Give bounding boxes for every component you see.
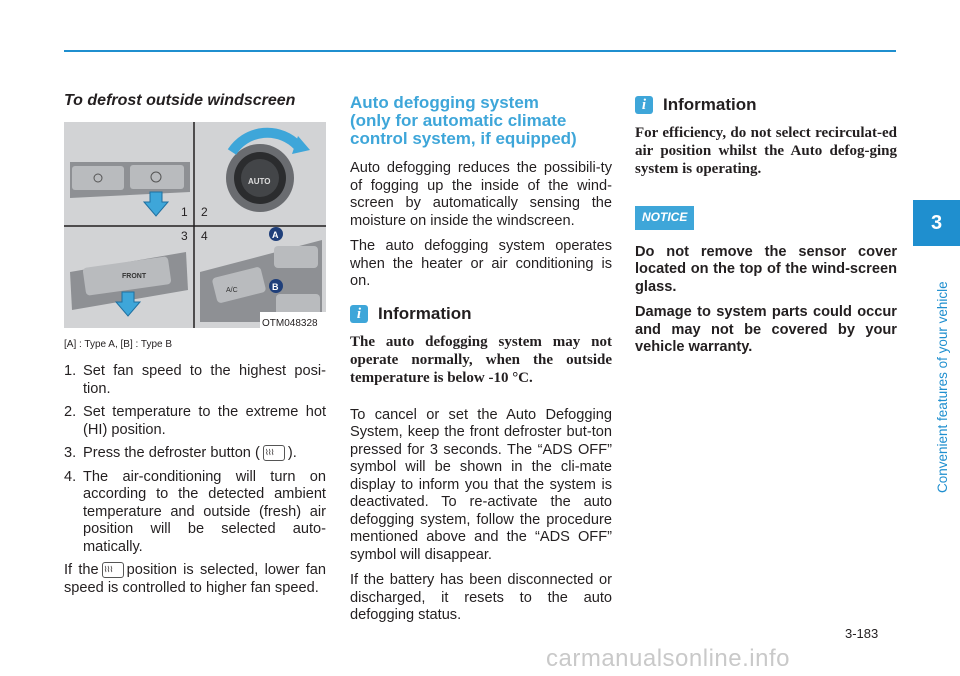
header-rule <box>64 50 896 52</box>
figure-label-1: 1 <box>181 204 188 219</box>
information-heading <box>635 96 897 114</box>
figure-label-4: 4 <box>201 228 208 243</box>
chapter-tab: 3 <box>913 200 960 246</box>
page-number: 3-183 <box>845 626 879 641</box>
step-text-after: ). <box>287 445 297 461</box>
paragraph: The auto defogging system operates when the heater or air conditioning is on. <box>350 238 612 289</box>
information-text: For efficiency, do not select recirculat-ed air position whilst the Auto defog-ging system is operating. <box>635 125 897 177</box>
information-title: Information <box>663 95 757 115</box>
left-column <box>64 92 326 605</box>
climate-panel-illustration <box>64 122 326 328</box>
step-number: 4. <box>64 468 77 485</box>
knob-label: AUTO <box>248 176 271 186</box>
step-item <box>64 445 326 463</box>
step-text: The air-conditioning will turn on according to the detected ambient temperature and outside (fresh) air position will be selected auto-matically. <box>83 468 326 555</box>
figure-caption: [A] : Type A, [B] : Type B <box>64 338 173 350</box>
paragraph: Auto defogging reduces the possibili-ty of fogging up the inside of the wind-screen by automatically sensing the moisture on inside the windscreen. <box>350 160 612 229</box>
ac-button-label: A/C <box>226 286 238 294</box>
watermark: carmanualsonline.info <box>546 645 790 672</box>
note-text-before: If the <box>64 562 99 578</box>
step-text: Set temperature to the extreme hot (HI) position. <box>83 404 326 438</box>
section-heading: To defrost outside windscreen <box>64 92 296 109</box>
defroster-figure <box>64 122 326 328</box>
defrost-note <box>64 562 326 597</box>
step-item <box>64 404 326 439</box>
auto-defog-heading <box>350 94 612 148</box>
paragraph: If the battery has been disconnected or discharged, it resets to the auto defogging status. <box>350 572 612 623</box>
information-text: The auto defogging system may not operate normally, when the outside temperature is below -10 °C. <box>350 333 612 386</box>
right-column <box>635 96 897 365</box>
figure-label-2: 2 <box>201 204 208 219</box>
figure-label-b: B <box>272 281 279 292</box>
note-text-after: position is selected, lower fan speed is controlled to higher fan speed. <box>64 562 326 596</box>
paragraph: To cancel or set the Auto Defogging System, keep the front defroster but-ton pressed for 3 seconds. The “ADS OFF” symbol will be shown in the cli-mate display to inform you that the system is deactivated. To re-activate the auto defogging system, follow the procedure mentioned above and the “ADS OFF” symbol will disappear. <box>350 406 612 563</box>
front-button-label: FRONT <box>122 272 147 280</box>
information-heading <box>350 305 612 323</box>
figure-code: OTM048328 <box>262 317 318 328</box>
information-title: Information <box>378 303 472 323</box>
figure-label-a: A <box>272 229 279 240</box>
step-text-before: Press the defroster button ( <box>83 445 260 461</box>
heading-line: Auto defogging system <box>350 93 539 112</box>
steps-list <box>64 363 326 556</box>
notice-text: Damage to system parts could occur and may not be covered by your vehicle warranty. <box>635 304 897 355</box>
chapter-title-text: Convenient features of your vehicle <box>935 281 950 493</box>
front-defroster-icon <box>102 562 124 578</box>
step-number: 1. <box>64 363 77 379</box>
step-number: 2. <box>64 404 77 420</box>
info-icon: i <box>350 305 368 323</box>
step-item <box>64 469 326 557</box>
step-text: Set fan speed to the highest posi-tion. <box>83 363 326 397</box>
notice-badge: NOTICE <box>635 206 694 230</box>
heading-line: (only for automatic climate <box>350 111 567 130</box>
chapter-title <box>935 255 955 495</box>
middle-column <box>350 94 612 633</box>
heading-line: control system, if equipped) <box>350 129 577 148</box>
info-icon: i <box>635 96 653 114</box>
figure-label-3: 3 <box>181 228 188 243</box>
step-number: 3. <box>64 445 77 461</box>
step-item <box>64 363 326 398</box>
front-defroster-icon <box>263 445 285 461</box>
notice-text: Do not remove the sensor cover located on the top of the wind-screen glass. <box>635 243 897 295</box>
